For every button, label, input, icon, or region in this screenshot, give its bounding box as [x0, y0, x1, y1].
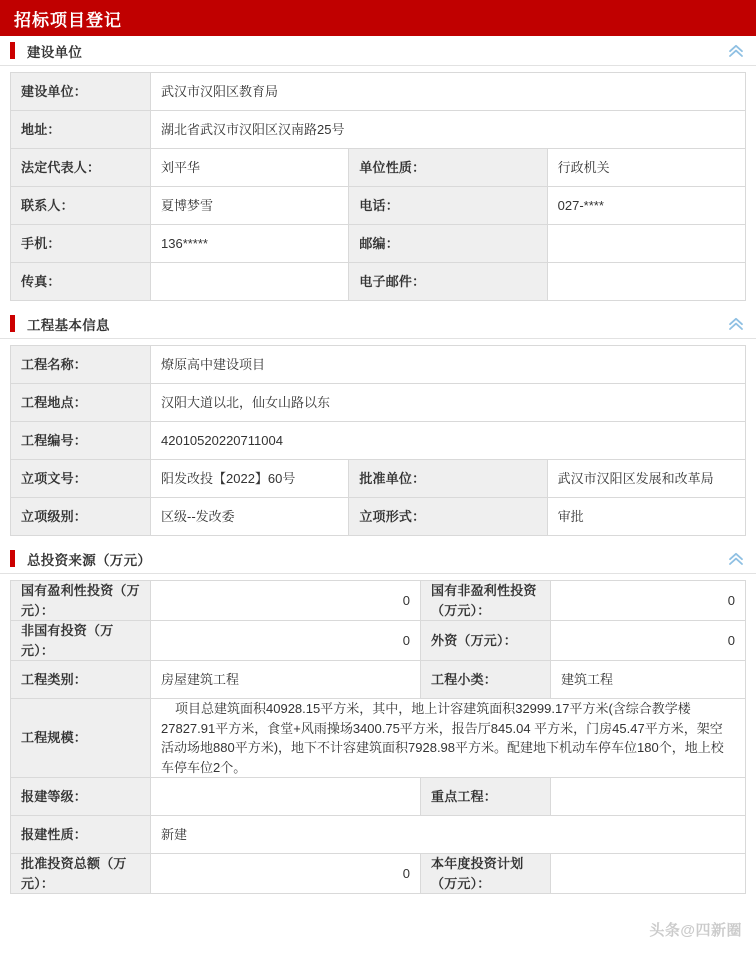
- field-label: 手机：: [11, 225, 151, 263]
- section-header-total-investment-source: [0, 544, 756, 574]
- section-spacer: [0, 536, 756, 544]
- field-value: [547, 225, 745, 263]
- field-label: 立项级别：: [11, 498, 151, 536]
- table-row: [11, 384, 746, 422]
- page-title: 招标项目登记: [14, 10, 122, 30]
- field-value: 房屋建筑工程: [151, 661, 421, 699]
- field-value: 武汉市汉阳区发展和改革局: [547, 460, 745, 498]
- field-label: 地址：: [11, 111, 151, 149]
- field-label: 非国有投资（万元）：: [11, 621, 151, 661]
- accent-bar-icon: [10, 315, 15, 332]
- field-label: 邮编：: [349, 225, 547, 263]
- table-row: [11, 225, 746, 263]
- form-table-project-basic-info: [10, 345, 746, 536]
- field-label: 法定代表人：: [11, 149, 151, 187]
- field-value: 湖北省武汉市汉阳区汉南路25号: [151, 111, 746, 149]
- table-row: [11, 460, 746, 498]
- field-value: [151, 263, 349, 301]
- table-row: [11, 581, 746, 621]
- accent-bar-icon: [10, 550, 15, 567]
- page-header: [0, 0, 756, 36]
- section-header-project-basic-info: [0, 309, 756, 339]
- chevron-double-up-icon: [728, 44, 744, 58]
- field-value: 审批: [547, 498, 745, 536]
- table-wrap-project-basic-info: [0, 339, 756, 536]
- field-value: 136*****: [151, 225, 349, 263]
- table-row: [11, 816, 746, 854]
- field-value: 刘平华: [151, 149, 349, 187]
- field-value: 0: [151, 854, 421, 894]
- section-title: 建设单位: [27, 44, 83, 60]
- table-row: [11, 854, 746, 894]
- field-label: 本年度投资计划（万元）：: [421, 854, 551, 894]
- section-header-construction-unit: [0, 36, 756, 66]
- field-value: [151, 778, 421, 816]
- table-row: [11, 699, 746, 778]
- field-value: 项目总建筑面积40928.15平方米，其中，地上计容建筑面积32999.17平方米(含综合教学楼27827.91平方米，食堂+风雨操场3400.75平方米，报告厅845.04 平方米，门房45.47平方米，架空活动场地880平方米)，地下不计容建筑面积7928.98平方米。配建地下机动车停车位180个，地上校车停车位2个。: [151, 699, 746, 778]
- collapse-toggle-construction-unit[interactable]: [728, 44, 744, 58]
- field-label: 报建性质：: [11, 816, 151, 854]
- field-label: 批准投资总额（万元）：: [11, 854, 151, 894]
- field-value: 027-****: [547, 187, 745, 225]
- watermark: 头条@四新圈: [649, 922, 742, 939]
- field-value: 新建: [151, 816, 746, 854]
- field-value: 0: [151, 621, 421, 661]
- table-row: [11, 422, 746, 460]
- field-value: 0: [551, 621, 746, 661]
- field-value: 0: [551, 581, 746, 621]
- field-label: 建设单位：: [11, 73, 151, 111]
- section-spacer: [0, 301, 756, 309]
- field-value: [547, 263, 745, 301]
- field-value: [551, 778, 746, 816]
- field-value: [551, 854, 746, 894]
- collapse-toggle-total-investment-source[interactable]: [728, 552, 744, 566]
- field-label: 工程规模：: [11, 699, 151, 778]
- field-label: 国有非盈利性投资（万元）：: [421, 581, 551, 621]
- table-row: [11, 111, 746, 149]
- section-title: 工程基本信息: [27, 317, 110, 333]
- field-label: 单位性质：: [349, 149, 547, 187]
- field-label: 国有盈利性投资（万元）：: [11, 581, 151, 621]
- field-value: 行政机关: [547, 149, 745, 187]
- table-wrap-total-investment-source: [0, 574, 756, 894]
- table-row: [11, 621, 746, 661]
- table-row: [11, 263, 746, 301]
- table-wrap-construction-unit: [0, 66, 756, 301]
- field-value: 阳发改投【2022】60号: [151, 460, 349, 498]
- field-label: 工程名称：: [11, 346, 151, 384]
- field-label: 批准单位：: [349, 460, 547, 498]
- field-value: 夏博梦雪: [151, 187, 349, 225]
- field-value: 42010520220711004: [151, 422, 746, 460]
- table-row: [11, 73, 746, 111]
- form-table-total-investment-source: [10, 580, 746, 894]
- field-label: 重点工程：: [421, 778, 551, 816]
- field-label: 传真：: [11, 263, 151, 301]
- field-label: 工程地点：: [11, 384, 151, 422]
- chevron-double-up-icon: [728, 317, 744, 331]
- table-row: [11, 149, 746, 187]
- field-label: 报建等级：: [11, 778, 151, 816]
- field-value: 区级--发改委: [151, 498, 349, 536]
- field-label: 电话：: [349, 187, 547, 225]
- field-value: 燎原高中建设项目: [151, 346, 746, 384]
- field-label: 电子邮件：: [349, 263, 547, 301]
- field-value: 建筑工程: [551, 661, 746, 699]
- table-row: [11, 778, 746, 816]
- collapse-toggle-project-basic-info[interactable]: [728, 317, 744, 331]
- chevron-double-up-icon: [728, 552, 744, 566]
- table-row: [11, 498, 746, 536]
- field-label: 联系人：: [11, 187, 151, 225]
- field-label: 立项文号：: [11, 460, 151, 498]
- field-value: 0: [151, 581, 421, 621]
- table-row: [11, 346, 746, 384]
- field-label: 工程小类：: [421, 661, 551, 699]
- table-row: [11, 661, 746, 699]
- field-value: 武汉市汉阳区教育局: [151, 73, 746, 111]
- table-row: [11, 187, 746, 225]
- section-title: 总投资来源（万元）: [27, 552, 152, 568]
- field-label: 工程类别：: [11, 661, 151, 699]
- field-label: 外资（万元）：: [421, 621, 551, 661]
- accent-bar-icon: [10, 42, 15, 59]
- field-label: 工程编号：: [11, 422, 151, 460]
- form-table-construction-unit: [10, 72, 746, 301]
- field-value: 汉阳大道以北，仙女山路以东: [151, 384, 746, 422]
- field-label: 立项形式：: [349, 498, 547, 536]
